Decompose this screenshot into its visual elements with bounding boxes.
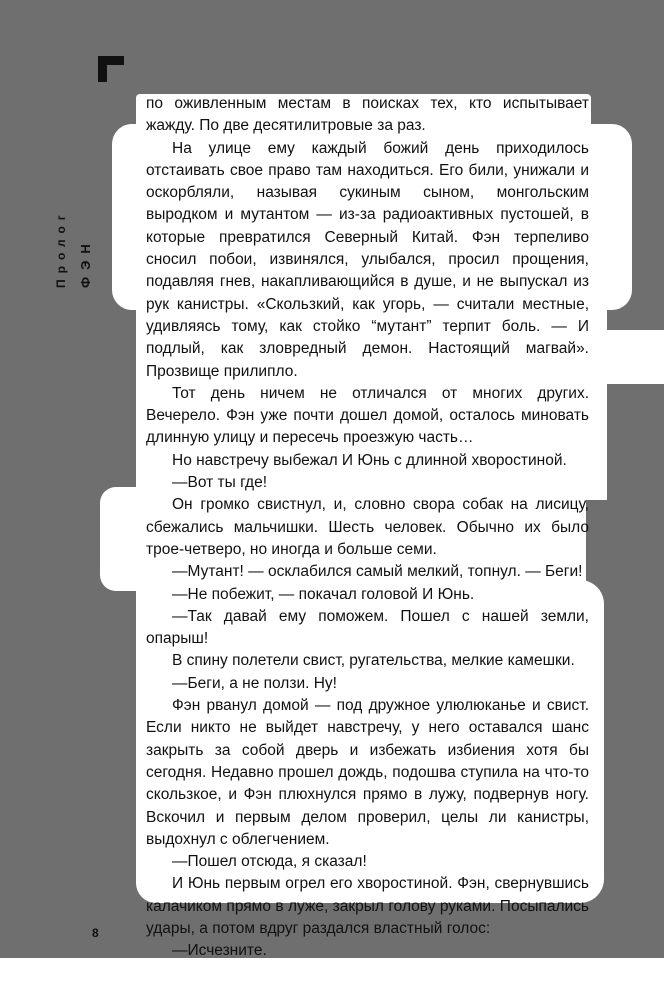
paragraph: по оживленным местам в поисках тех, кто испытывает жажду. По две десятилитровые за раз. (146, 95, 589, 135)
corner-bracket-icon (98, 56, 124, 82)
running-header (40, 160, 110, 300)
paragraph: —Беги, а не ползи. Ну! (172, 674, 337, 692)
bottom-margin (0, 958, 664, 1000)
paragraph: —Пошел отсюда, я сказал! (172, 853, 367, 871)
paragraph: —Не побежит, — покачал головой И Юнь. (172, 585, 475, 603)
paragraph: И Юнь первым огрел его хворостиной. Фэн, свернувшись калачиком прямо в луже, закрыл голову руками. Посыпались удары, а потом вдруг раздался властный голос: (146, 875, 589, 937)
paragraph: —Вот ты где! (172, 474, 267, 492)
paragraph: —Так давай ему поможем. Пошел с нашей земли, опарыш! (146, 607, 589, 648)
paragraph: Тот день ничем не отличался от многих других. Вечерело. Фэн уже почти дошел домой, осталось миновать длинную улицу и пересечь проезжую часть… (146, 384, 589, 447)
paragraph: Но навстречу выбежал И Юнь с длинной хворостиной. (172, 451, 567, 469)
paragraph: Он громко свистнул, и, словно свора собак на лисицу, сбежались мальчишки. Шесть человек. Обычно их было трое-четверо, но иногда и больше семи. (146, 496, 589, 558)
page-number: 8 (92, 926, 99, 940)
body-text (146, 93, 589, 963)
paragraph: —Исчезните. (172, 942, 267, 960)
chapter-title: ФЭН (78, 237, 93, 288)
section-title: Пролог (54, 209, 68, 288)
paragraph: —Мутант! — осклабился самый мелкий, топнул. — Беги! (172, 563, 583, 581)
paragraph: На улице ему каждый божий день приходилось отстаивать свое право там находиться. Его били, унижали и оскорбляли, называя сукиным сыном, монгольским выродком и мутантом — из-за радиоактивных пустошей, в которые превратился Северный Китай. Фэн терпеливо сносил побои, извинялся, улыбался, просил прощения, подавляя гнев, накапливающийся в душе, и не выпускал из рук канистры. «Скользкий, как угорь, — считали местные, удивляясь тому, как стойко “мутант” терпит боль. — И подлый, как зловредный демон. Настоящий магвай». Прозвище прилипло. (146, 139, 589, 380)
paragraph: Фэн рванул домой — под дружное улюлюканье и свист. Если никто не выйдет навстречу, у него оставался шанс закрыть за собой дверь и избежать избиения хотя бы сегодня. Недавно прошел дождь, подошва ступила на что-то скользкое, и Фэн плюхнулся прямо в лужу, подвернув ногу. Вскочил и первым делом проверил, целы ли канистры, выдохнул с облегчением. (146, 697, 589, 848)
paragraph: В спину полетели свист, ругательства, мелкие камешки. (172, 652, 575, 670)
